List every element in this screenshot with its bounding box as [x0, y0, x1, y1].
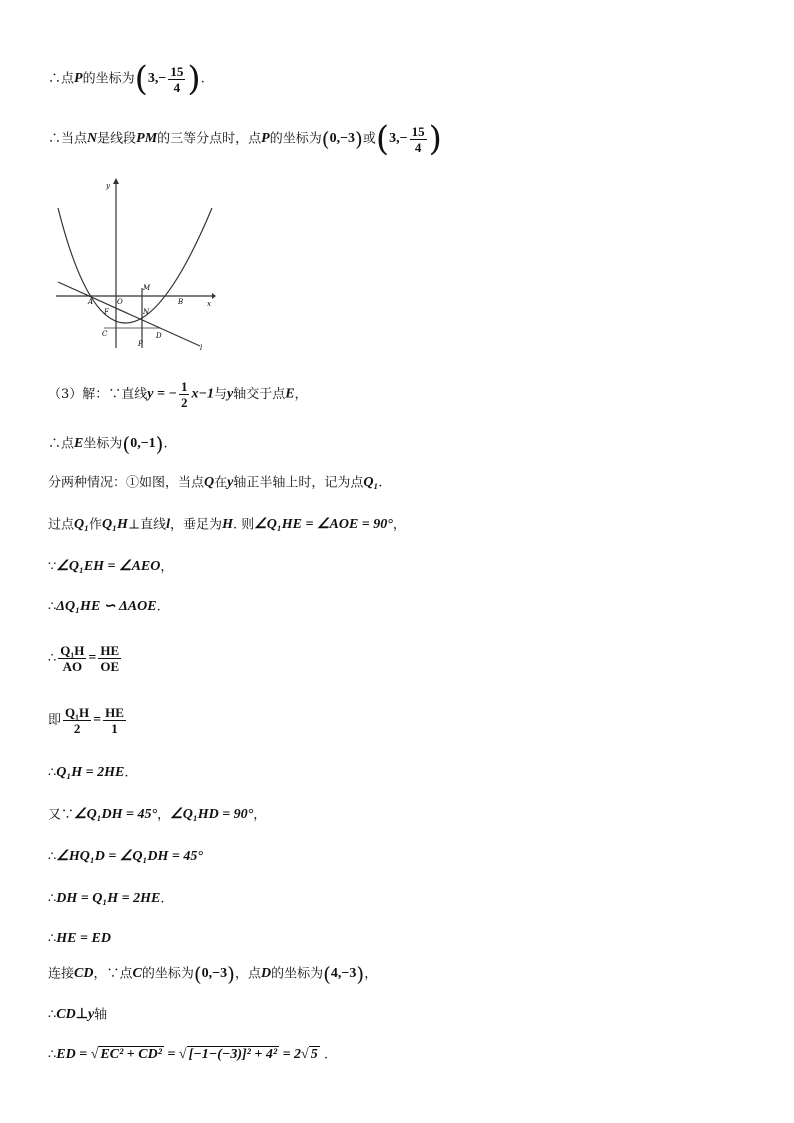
answer-line-p-coordinate	[48, 59, 205, 99]
text: .	[124, 765, 129, 781]
var-l: l	[166, 517, 171, 532]
sqrt-symbol: √	[90, 1047, 99, 1062]
left-paren: (	[321, 127, 330, 151]
text: ，	[160, 559, 174, 575]
line-l	[58, 282, 200, 346]
equation: ED =	[56, 1047, 91, 1062]
text: 连接	[48, 966, 75, 982]
text: .	[163, 436, 168, 452]
label-m: M	[143, 284, 151, 292]
label-f: F	[104, 308, 109, 316]
text: 分两种情况：①如图，当点	[48, 475, 205, 491]
var-h: H	[222, 517, 233, 532]
radicand: [−1−(−3)]² + 4²	[188, 1047, 278, 1062]
var-y: y	[227, 475, 234, 490]
text: 是线段	[97, 131, 137, 147]
text: 即	[48, 713, 62, 728]
var-cd: CD	[74, 966, 94, 981]
text: 的坐标为	[269, 131, 322, 147]
var-p: P	[261, 131, 270, 146]
sqrt-symbol: √	[301, 1047, 309, 1062]
point-e-coordinate	[48, 434, 168, 454]
label-c: C	[102, 330, 108, 338]
text: ∴	[48, 1007, 57, 1023]
label-x: x	[207, 300, 211, 308]
radicand: EC² + CD²	[100, 1047, 162, 1062]
equation: ∠HQ₁D = ∠Q₁DH = 45°	[56, 849, 203, 864]
text: 过点	[48, 517, 75, 533]
coord: 0,−1	[130, 436, 156, 451]
label-d: D	[156, 332, 162, 340]
text: ，	[157, 807, 171, 823]
text: ⊥直线	[127, 517, 167, 533]
angle-45	[48, 850, 203, 864]
text: 又∵	[48, 807, 75, 823]
denominator: 2	[73, 721, 81, 736]
left-paren: (	[323, 962, 331, 986]
denominator: 4	[173, 79, 181, 95]
coord: 4,−3	[330, 966, 357, 981]
var-n: N	[87, 131, 98, 146]
perpendicular-construction	[48, 518, 406, 532]
text: ∴	[48, 849, 57, 865]
text: ∴	[48, 891, 57, 907]
text: .	[200, 71, 205, 87]
fraction	[98, 644, 121, 673]
var-pm: PM	[136, 131, 158, 146]
label-y: y	[106, 182, 110, 190]
text: ∴点	[48, 436, 75, 452]
parabola	[58, 208, 212, 323]
connect-cd	[48, 964, 377, 984]
equation: ∠Q₁EH = ∠AEO	[56, 559, 161, 574]
fraction	[103, 706, 126, 735]
numerator: HE	[100, 643, 120, 658]
coord: 3,−	[389, 131, 408, 146]
similar-triangles	[48, 600, 161, 614]
var-y: y	[87, 1007, 95, 1022]
solution-part3-intro	[48, 380, 308, 409]
equation: ∠Q₁DH = 45°	[74, 807, 158, 822]
text: 的坐标为	[271, 966, 324, 982]
text: ∴	[48, 651, 57, 666]
var-cd: CD	[56, 1007, 76, 1022]
left-paren: (	[122, 432, 131, 456]
angle-equality	[48, 560, 173, 574]
equation: Q₁H = 2HE	[56, 765, 125, 780]
denominator: OE	[100, 659, 120, 674]
left-paren: (	[193, 962, 202, 986]
he-equals-ed	[48, 932, 111, 946]
text: 轴交于点	[233, 387, 286, 402]
denominator: 4	[414, 139, 422, 155]
text: ，	[294, 387, 308, 402]
text: 作	[89, 517, 103, 533]
right-paren: )	[428, 119, 442, 159]
text: ∴	[48, 599, 57, 615]
equation: x−1	[191, 386, 214, 402]
coord: 0,−3	[329, 131, 356, 146]
text: .	[160, 891, 165, 907]
text: 的坐标为	[141, 966, 194, 982]
parabola-figure	[52, 178, 216, 354]
right-paren: )	[356, 962, 365, 986]
label-b: B	[178, 298, 184, 306]
fraction	[410, 125, 427, 154]
text: 或	[362, 131, 376, 147]
ratio-substitution	[48, 706, 128, 735]
text: ∴	[48, 931, 57, 947]
right-paren: )	[227, 962, 235, 986]
label-a: A	[88, 298, 94, 306]
var-q: Q	[204, 475, 215, 490]
text: 轴正半轴上时，记为点	[233, 475, 364, 491]
y-axis-arrow	[113, 178, 119, 184]
text: ，	[392, 517, 406, 533]
right-paren: )	[155, 432, 164, 456]
text: . 则	[232, 517, 255, 533]
fraction	[179, 380, 190, 409]
numerator: HE	[105, 705, 124, 720]
text: .	[378, 475, 383, 491]
var-q1: Q₁	[363, 475, 379, 490]
var-p: P	[74, 71, 83, 86]
numerator: 15	[411, 123, 425, 139]
label-p: P	[138, 340, 143, 348]
text: ，	[253, 807, 267, 823]
ratio-equation	[48, 644, 123, 673]
perp-symbol: ⊥	[75, 1007, 88, 1022]
text: 的坐标为	[82, 71, 135, 87]
answer-line-n-trisection	[48, 119, 442, 159]
text: ，∵点	[93, 966, 133, 982]
ed-length	[48, 1048, 328, 1062]
left-paren: (	[375, 119, 390, 159]
var-e: E	[285, 386, 295, 402]
denominator: AO	[62, 659, 83, 674]
text: ∴	[48, 1047, 57, 1063]
left-paren: (	[134, 59, 148, 99]
denominator: 2	[180, 395, 188, 410]
equation: = 2	[279, 1047, 302, 1062]
numerator: Q₁H	[60, 643, 85, 658]
angle-conditions	[48, 808, 266, 822]
equation: ΔQ₁HE ∽ ΔAOE	[56, 599, 157, 614]
text: ∴点	[48, 71, 75, 87]
equals: =	[88, 650, 97, 666]
text: ，垂足为	[170, 517, 223, 533]
sqrt-symbol: √	[178, 1047, 187, 1062]
fraction	[168, 65, 185, 94]
text: 的三等分点时，点	[157, 131, 262, 147]
text: ，点	[234, 966, 261, 982]
equation: y = −	[147, 386, 177, 402]
var-q1h: Q₁H	[102, 517, 128, 532]
dh-equation	[48, 892, 165, 906]
equals: =	[93, 712, 102, 728]
numerator: Q₁H	[65, 705, 90, 720]
text: 在	[214, 475, 228, 491]
var-d: D	[260, 966, 272, 981]
equation: ∠Q₁HE = ∠AOE = 90°	[254, 517, 393, 532]
fraction	[63, 706, 91, 735]
denominator: 1	[111, 721, 118, 736]
text: .	[319, 1047, 328, 1063]
label-l: l	[200, 344, 203, 352]
var-c: C	[132, 966, 142, 981]
case-analysis	[48, 476, 383, 490]
text: 与	[213, 387, 227, 402]
equation: ∠Q₁HD = 90°	[170, 807, 254, 822]
right-paren: )	[355, 127, 363, 151]
coord: 3,−	[147, 71, 167, 86]
numerator: 15	[170, 63, 184, 79]
equals: =	[163, 1047, 179, 1062]
text: 轴	[94, 1007, 108, 1023]
label-n: N	[143, 308, 150, 316]
var-q1: Q₁	[74, 517, 90, 532]
coord: 0,−3	[201, 966, 228, 981]
q1h-equation	[48, 766, 129, 780]
cd-perpendicular-y	[48, 1008, 107, 1022]
text: ∴当点	[48, 131, 88, 147]
equation: DH = Q₁H = 2HE	[56, 891, 161, 906]
fraction	[58, 644, 86, 673]
right-paren: )	[187, 59, 201, 99]
text: ，	[364, 966, 378, 982]
text: 坐标为	[83, 436, 123, 452]
x-axis-arrow	[212, 293, 216, 299]
label-o: O	[117, 298, 123, 306]
equation: HE = ED	[56, 931, 111, 946]
numerator: 1	[180, 379, 188, 394]
text: ∴	[48, 765, 57, 781]
var-e: E	[74, 436, 84, 451]
text: .	[156, 599, 161, 615]
text: ∵	[48, 559, 57, 575]
var-y: y	[226, 386, 234, 402]
radicand: 5	[310, 1047, 318, 1062]
text: （3）解：∵直线	[48, 387, 148, 402]
